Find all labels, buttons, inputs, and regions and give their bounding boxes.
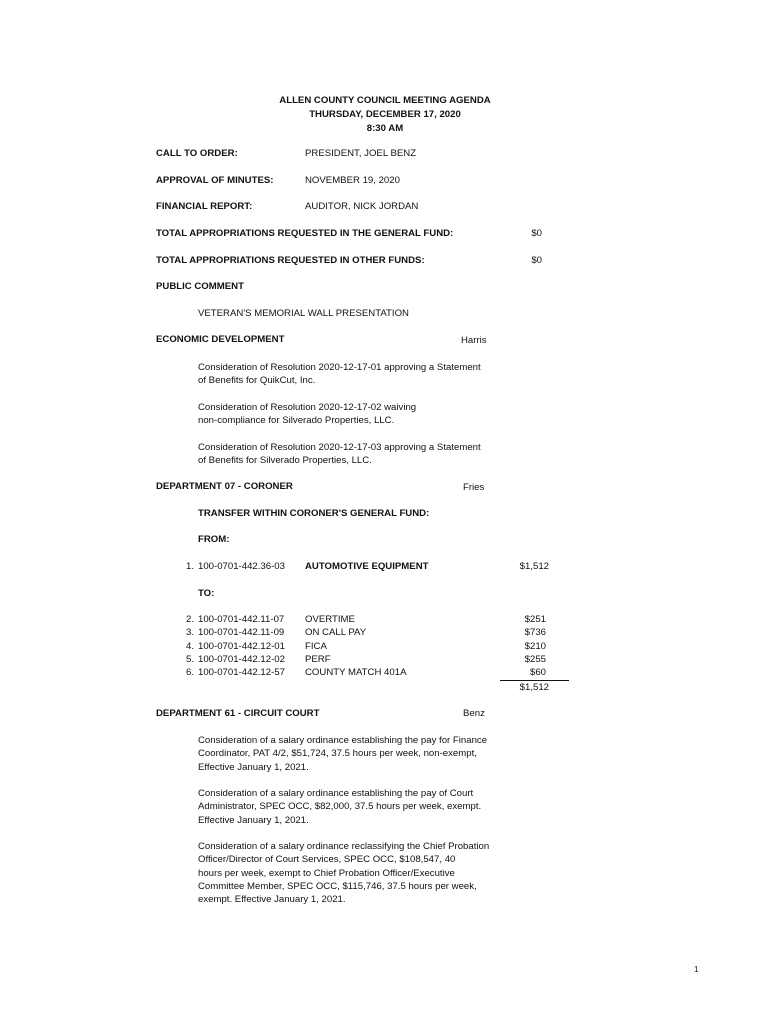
account-description: FICA (305, 641, 327, 652)
call-to-order-label: CALL TO ORDER: (156, 148, 238, 159)
account-description: OVERTIME (305, 614, 355, 625)
page-number: 1 (694, 965, 699, 974)
public-comment-item: VETERAN'S MEMORIAL WALL PRESENTATION (198, 308, 409, 319)
transfer-amount: $251 (524, 614, 546, 625)
agenda-time: 8:30 AM (366, 123, 404, 134)
transfer-amount: $736 (524, 627, 546, 638)
account-description: AUTOMOTIVE EQUIPMENT (305, 561, 429, 572)
account-number: 100-0701-442.12-57 (198, 667, 285, 678)
paragraph-line: of Benefits for Silverado Properties, LLC. (198, 455, 372, 467)
paragraph-line: Consideration of a salary ordinance establishing the pay for Finance (198, 735, 488, 746)
transfer-total: $1,512 (519, 682, 549, 693)
paragraph-line: Consideration of a salary ordinance reclassifying the Chief Probation (198, 841, 490, 852)
financial-report-label: FINANCIAL REPORT: (156, 201, 253, 212)
account-number: 100-0701-442.11-07 (198, 614, 285, 625)
ordinance-paragraph (198, 840, 489, 906)
account-number: 100-0701-442.12-02 (198, 654, 285, 665)
other-funds-label: TOTAL APPROPRIATIONS REQUESTED IN OTHER FUNDS: (156, 255, 425, 266)
from-label: FROM: (198, 534, 230, 545)
circuit-court-heading: DEPARTMENT 61 - CIRCUIT COURT (156, 708, 320, 719)
account-number: 100-0701-442.36-03 (198, 561, 285, 572)
paragraph-line: Consideration of Resolution 2020-12-17-01 approving a Statement (198, 362, 481, 373)
to-label: TO: (198, 588, 215, 599)
economic-development-heading: ECONOMIC DEVELOPMENT (156, 334, 285, 345)
approval-of-minutes-label: APPROVAL OF MINUTES: (156, 175, 274, 186)
financial-report-value: AUDITOR, NICK JORDAN (305, 201, 419, 212)
transfer-amount: $255 (524, 654, 546, 665)
account-description: ON CALL PAY (305, 627, 367, 638)
row-number: 3. (185, 627, 194, 638)
transfer-amount: $1,512 (519, 561, 549, 572)
account-number: 100-0701-442.11-09 (198, 627, 285, 638)
account-number: 100-0701-442.12-01 (198, 641, 285, 652)
resolution-paragraph (198, 401, 416, 428)
resolution-paragraph (198, 441, 481, 468)
economic-development-sponsor: Harris (461, 335, 487, 346)
paragraph-line: Coordinator, PAT 4/2, $51,724, 37.5 hours per week, non-exempt, (198, 748, 477, 760)
ordinance-paragraph (198, 787, 481, 827)
public-comment-heading: PUBLIC COMMENT (156, 281, 244, 292)
coroner-sponsor: Fries (463, 482, 485, 493)
transfer-amount: $210 (524, 641, 546, 652)
row-number: 4. (185, 641, 194, 652)
paragraph-line: non-compliance for Silverado Properties, LLC. (198, 415, 395, 427)
paragraph-line: Committee Member, SPEC OCC, $115,746, 37.5 hours per week, (198, 880, 477, 892)
paragraph-line: Consideration of Resolution 2020-12-17-03 approving a Statement (198, 442, 481, 453)
paragraph-line: Administrator, SPEC OCC, $82,000, 37.5 hours per week, exempt. (198, 801, 482, 813)
paragraph-line: Consideration of Resolution 2020-12-17-02 waiving (198, 402, 417, 413)
approval-of-minutes-value: NOVEMBER 19, 2020 (305, 175, 400, 186)
agenda-date: THURSDAY, DECEMBER 17, 2020 (309, 109, 461, 120)
agenda-title: ALLEN COUNTY COUNCIL MEETING AGENDA (279, 95, 491, 106)
paragraph-line: hours per week, exempt to Chief Probation Officer/Executive (198, 867, 455, 879)
row-number: 5. (185, 654, 194, 665)
transfer-title: TRANSFER WITHIN CORONER'S GENERAL FUND: (198, 508, 430, 519)
paragraph-line: Effective January 1, 2021. (198, 761, 309, 773)
paragraph-line: Officer/Director of Court Services, SPEC OCC, $108,547, 40 (198, 854, 456, 866)
general-fund-label: TOTAL APPROPRIATIONS REQUESTED IN THE GENERAL FUND: (156, 228, 454, 239)
total-rule (500, 680, 569, 681)
paragraph-line: Effective January 1, 2021. (198, 814, 309, 826)
row-number: 1. (185, 561, 194, 572)
coroner-heading: DEPARTMENT 07 - CORONER (156, 481, 293, 492)
row-number: 6. (185, 667, 194, 678)
general-fund-amount: $0 (531, 228, 542, 239)
paragraph-line: Consideration of a salary ordinance establishing the pay of Court (198, 788, 474, 799)
paragraph-line: exempt. Effective January 1, 2021. (198, 894, 346, 906)
circuit-court-sponsor: Benz (463, 708, 485, 719)
account-description: PERF (305, 654, 331, 665)
transfer-amount: $60 (529, 667, 546, 678)
resolution-paragraph (198, 361, 481, 388)
paragraph-line: of Benefits for QuikCut, Inc. (198, 375, 316, 387)
row-number: 2. (185, 614, 194, 625)
other-funds-amount: $0 (531, 255, 542, 266)
ordinance-paragraph (198, 734, 487, 774)
account-description: COUNTY MATCH 401A (305, 667, 407, 678)
call-to-order-value: PRESIDENT, JOEL BENZ (305, 148, 417, 159)
